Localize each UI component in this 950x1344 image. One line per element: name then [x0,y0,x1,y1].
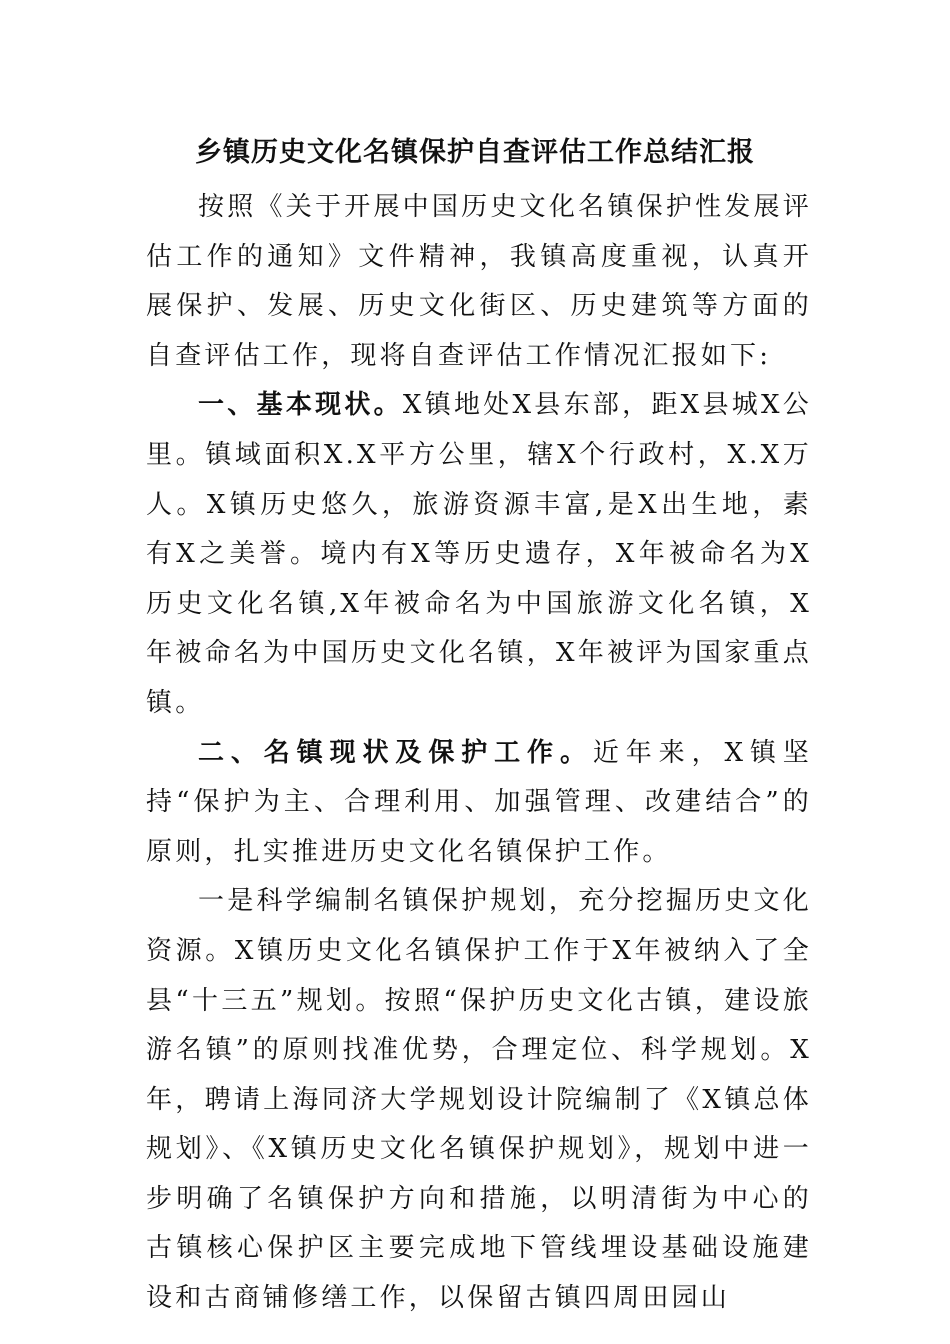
document-title: 乡镇历史文化名镇保护自查评估工作总结汇报 [195,137,755,168]
paragraph-intro-text: 按照《关于开展中国历史文化名镇保护性发展评估工作的通知》文件精神，我镇高度重视，认真开展保护、发展、历史文化街区、历史建筑等方面的自查评估工作，现将自查评估工作情况汇报如下: [146,192,812,371]
paragraph-planning-text: 一是科学编制名镇保护规划，充分挖掘历史文化资源。X镇历史文化名镇保护工作于X年被纳入了全县“十三五”规划。按照“保护历史文化古镇，建设旅游名镇”的原则找准优势，合理定位、科学规划。X年，聘请上海同济大学规划设计院编制了《X镇总体规划》、《X镇历史文化名镇保护规划》，规划中进一步明确了名镇保护方向和措施，以明清街为中心的古镇核心保护区主要完成地下管线埋设基础设施建设和古商铺修缮工作，以保留古镇四周田园山 [146,886,812,1314]
paragraph-intro [146,183,812,381]
paragraph-protection-work [146,729,812,878]
section-heading-protection-work: 二、名镇现状及保护工作。 [198,737,593,768]
paragraph-basic-status [146,381,812,728]
paragraph-basic-status-text: X镇地处X县东部，距X县城X公里。镇域面积X.X平方公里，辖X个行政村，X.X万人。X镇历史悠久，旅游资源丰富,是X出生地，素有X之美誉。境内有X等历史遗存，X年被命名为X历史文化名镇,X年被命名为中国旅游文化名镇，X年被命名为中国历史文化名镇，X年被评为国家重点镇。 [146,390,812,718]
document-body [146,183,812,1324]
section-heading-basic-status: 一、基本现状。 [198,390,403,421]
paragraph-planning [146,877,812,1323]
paragraph-protection-work-text: 近年来，X镇坚持“保护为主、合理利用、加强管理、改建结合”的原则，扎实推进历史文化名镇保护工作。 [146,737,812,867]
